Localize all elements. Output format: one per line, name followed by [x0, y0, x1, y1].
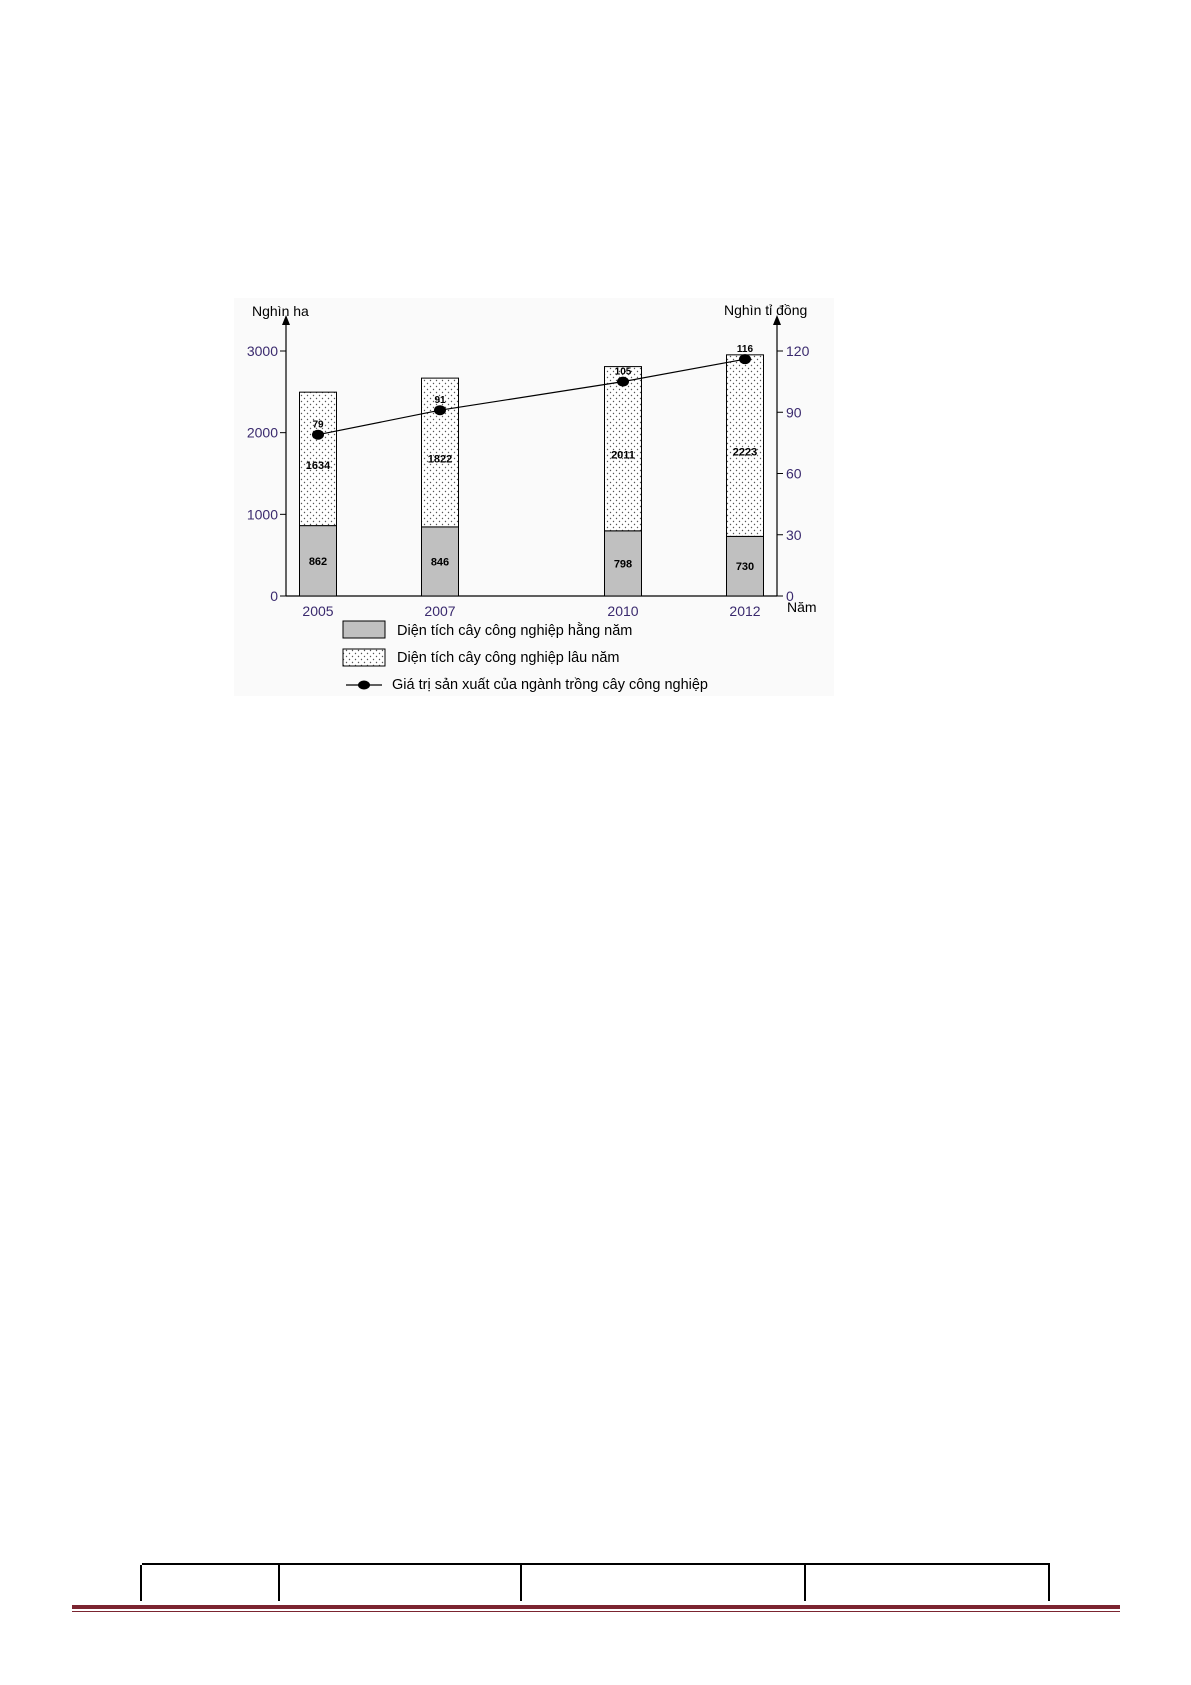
legend-label-annual: Diện tích cây công nghiệp hằng năm — [397, 623, 633, 639]
x-tick-label: 2007 — [424, 603, 456, 619]
production-value-point — [434, 405, 446, 415]
legend-point-marker-icon — [358, 681, 370, 690]
right-axis-tick-label: 60 — [786, 465, 802, 482]
x-axis-title: Năm — [787, 599, 817, 615]
footer-rule — [72, 1605, 1120, 1609]
legend-label-perennial: Diện tích cây công nghiệp lâu năm — [397, 650, 620, 666]
x-tick-label: 2005 — [302, 603, 334, 619]
right-axis-tick-label: 30 — [786, 526, 802, 543]
right-axis-tick-label: 0 — [786, 588, 794, 604]
production-value-point — [312, 430, 324, 440]
footer-cell-divider — [1048, 1565, 1050, 1601]
right-axis-tick-label: 90 — [786, 404, 802, 421]
footer-cell-divider — [520, 1565, 522, 1601]
footer-cell-divider — [140, 1565, 142, 1601]
bar-perennial-value-label: 1634 — [305, 459, 331, 472]
left-axis-tick-label: 3000 — [246, 343, 278, 359]
bar-annual-value-label: 846 — [430, 556, 450, 569]
production-value-point — [739, 354, 751, 364]
bar-perennial-value-label: 2011 — [611, 449, 635, 462]
footer-rule-thin — [72, 1611, 1120, 1612]
left-axis-tick-label: 1000 — [246, 506, 278, 523]
production-value-line — [318, 359, 745, 435]
footer-cell-divider — [278, 1565, 280, 1601]
bar-perennial-area — [727, 355, 764, 537]
chart-figure — [234, 298, 834, 696]
production-value-label: 116 — [736, 344, 754, 356]
legend-swatch-perennial — [343, 649, 385, 666]
bar-annual-value-label: 798 — [613, 558, 633, 571]
x-tick-label: 2010 — [607, 603, 639, 619]
bar-perennial-value-label: 2223 — [732, 446, 758, 459]
production-value-label: 79 — [312, 419, 324, 431]
left-axis-tick-label: 2000 — [246, 424, 278, 441]
x-tick-label: 2012 — [729, 603, 761, 619]
production-value-label: 105 — [614, 366, 632, 378]
legend-label-production: Giá trị sản xuất của ngành trồng cây công nghiệp — [392, 677, 708, 693]
footer-table — [142, 1563, 1050, 1601]
bar-perennial-area — [605, 367, 642, 531]
bar-annual-value-label: 730 — [735, 561, 755, 574]
left-axis-tick-label: 0 — [270, 588, 278, 604]
right-axis-title: Nghìn tỉ đồng — [724, 302, 808, 318]
footer-cell-divider — [804, 1565, 806, 1601]
right-axis-tick-label: 120 — [786, 343, 810, 359]
chart-svg — [234, 298, 834, 696]
production-value-point — [617, 377, 629, 387]
left-axis-title: Nghìn ha — [252, 303, 309, 319]
bar-annual-value-label: 862 — [308, 555, 328, 568]
production-value-label: 91 — [434, 395, 446, 407]
bar-perennial-value-label: 1822 — [427, 453, 453, 466]
legend-swatch-annual — [343, 621, 385, 638]
bar-perennial-area — [300, 392, 337, 525]
